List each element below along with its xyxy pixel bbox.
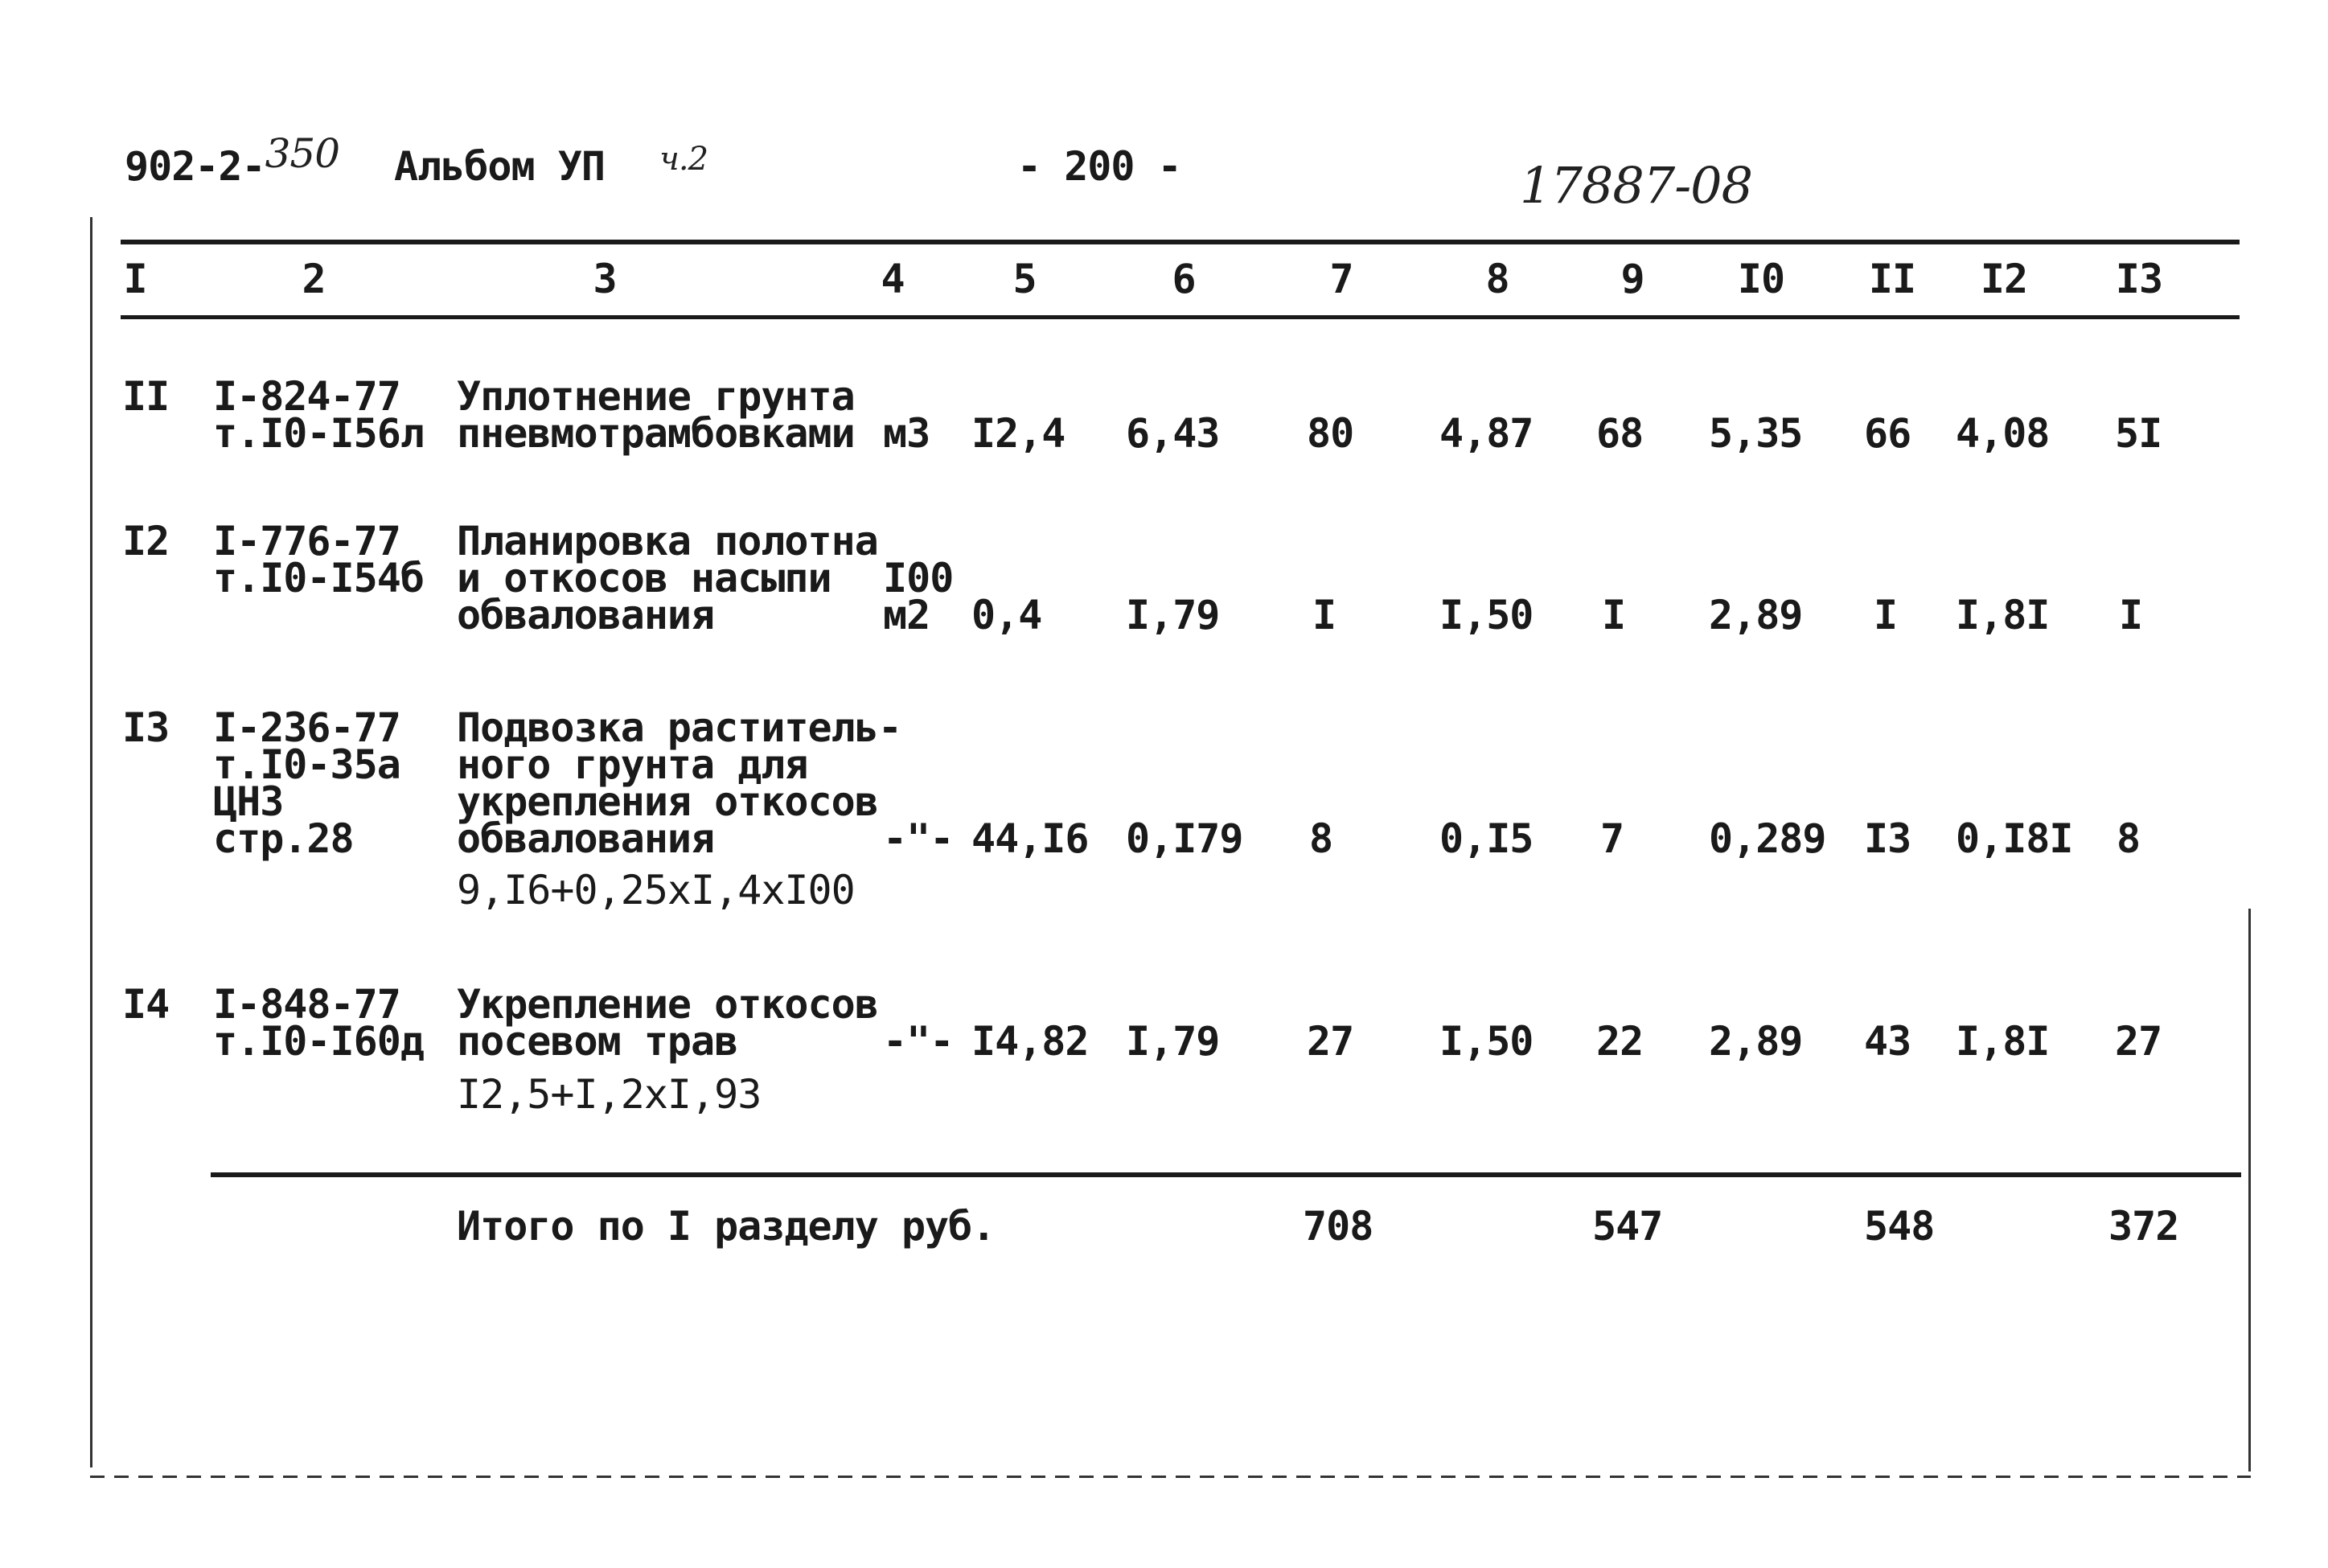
volume-formula: I2,5+I,2хI,93 <box>457 1071 762 1118</box>
total-col11: 548 <box>1864 1203 1935 1250</box>
norm-code: I-776-77 <box>213 518 400 564</box>
registration-number-handwritten: 17887-08 <box>1520 156 1753 215</box>
column-number-5: 5 <box>1012 256 1037 302</box>
total-col7: 708 <box>1303 1203 1373 1250</box>
cell-col12: I,8I <box>1956 592 2050 638</box>
bottom-frame-line <box>90 1476 2251 1478</box>
album-part-handwritten: ч.2 <box>659 141 708 178</box>
work-name: Подвозка раститель- <box>457 704 901 751</box>
cell-col5: I4,82 <box>971 1018 1089 1065</box>
norm-table: т.I0-I56л <box>213 410 424 457</box>
work-name: обвалования <box>457 815 715 862</box>
work-name: посевом трав <box>457 1018 738 1065</box>
norm-code: I-824-77 <box>213 373 400 420</box>
album-label: Альбом УП <box>394 143 605 190</box>
column-number-6: 6 <box>1172 256 1196 302</box>
doc-code-handwritten: 350 <box>265 130 340 177</box>
column-number-3: 3 <box>593 256 617 302</box>
row-number: I3 <box>122 704 170 751</box>
cell-col11: I <box>1874 592 1898 638</box>
work-name: Планировка полотна <box>457 518 878 564</box>
row-number: I4 <box>122 981 170 1028</box>
column-number-8: 8 <box>1485 256 1509 302</box>
cell-col10: 2,89 <box>1709 592 1803 638</box>
cell-col8: I,50 <box>1439 592 1534 638</box>
cell-col11: 66 <box>1864 410 1911 457</box>
cell-col13: 5I <box>2115 410 2162 457</box>
top-rule <box>121 240 2240 244</box>
cell-col6: I,79 <box>1126 592 1220 638</box>
column-number-1: I <box>123 256 147 302</box>
page-number: - 200 - <box>1017 143 1181 190</box>
unit: I00 <box>883 555 954 601</box>
norm-table: т.I0-I60д <box>213 1018 424 1065</box>
work-name: обвалования <box>457 592 715 638</box>
total-rule <box>211 1172 2241 1177</box>
work-name: ного грунта для <box>457 741 808 788</box>
column-number-2: 2 <box>302 256 326 302</box>
total-label: Итого по I разделу руб. <box>457 1203 996 1250</box>
cell-col5: 0,4 <box>971 592 1042 638</box>
cell-col6: 0,I79 <box>1126 815 1243 862</box>
cell-col6: 6,43 <box>1126 410 1220 457</box>
work-name: Укрепление откосов <box>457 981 878 1028</box>
cell-col13: 8 <box>2117 815 2141 862</box>
doc-code <box>125 130 340 190</box>
cell-col8: 0,I5 <box>1439 815 1534 862</box>
row-number: II <box>122 373 170 420</box>
column-number-11: II <box>1868 256 1916 302</box>
unit: м3 <box>883 410 930 457</box>
column-number-4: 4 <box>881 256 905 302</box>
header-bottom-rule <box>121 315 2240 319</box>
cell-col9: 7 <box>1600 815 1624 862</box>
cell-col6: I,79 <box>1126 1018 1220 1065</box>
unit-ditto: -"- <box>883 1018 954 1065</box>
cell-col9: 68 <box>1596 410 1644 457</box>
column-number-13: I3 <box>2115 256 2163 302</box>
cell-col12: 0,I8I <box>1956 815 2073 862</box>
norm-code: I-236-77 <box>213 704 400 751</box>
norm-page: стр.28 <box>213 815 354 862</box>
norm-table: т.I0-35а <box>213 741 400 788</box>
cell-col7: 8 <box>1309 815 1333 862</box>
cell-col9: I <box>1602 592 1626 638</box>
work-name: Уплотнение грунта <box>457 373 855 420</box>
cell-col7: I <box>1312 592 1336 638</box>
left-frame-line <box>90 217 92 1467</box>
cell-col8: I,50 <box>1439 1018 1534 1065</box>
cell-col10: 5,35 <box>1709 410 1803 457</box>
norm-code: I-848-77 <box>213 981 400 1028</box>
cell-col8: 4,87 <box>1439 410 1534 457</box>
cell-col10: 0,289 <box>1709 815 1826 862</box>
norm-source: ЦНЗ <box>213 778 284 825</box>
cell-col13: I <box>2119 592 2143 638</box>
column-number-12: I2 <box>1980 256 2028 302</box>
cell-col11: 43 <box>1864 1018 1911 1065</box>
cell-col13: 27 <box>2115 1018 2162 1065</box>
work-name: и откосов насыпи <box>457 555 831 601</box>
cell-col5: 44,I6 <box>971 815 1089 862</box>
cell-col9: 22 <box>1596 1018 1644 1065</box>
cell-col10: 2,89 <box>1709 1018 1803 1065</box>
cell-col12: 4,08 <box>1956 410 2050 457</box>
cell-col7: 80 <box>1307 410 1354 457</box>
column-number-10: I0 <box>1737 256 1785 302</box>
column-number-9: 9 <box>1620 256 1644 302</box>
cell-col12: I,8I <box>1956 1018 2050 1065</box>
total-col13: 372 <box>2108 1203 2179 1250</box>
row-number: I2 <box>122 518 170 564</box>
norm-table: т.I0-I54б <box>213 555 424 601</box>
unit-ditto: -"- <box>883 815 954 862</box>
cell-col5: I2,4 <box>971 410 1065 457</box>
work-name: пневмотрамбовками <box>457 410 855 457</box>
work-name: укрепления откосов <box>457 778 878 825</box>
column-number-7: 7 <box>1329 256 1353 302</box>
volume-formula: 9,I6+0,25хI,4хI00 <box>457 867 855 913</box>
doc-code-prefix: 902-2- <box>125 143 265 190</box>
cell-col7: 27 <box>1307 1018 1354 1065</box>
right-frame-line <box>2248 909 2251 1472</box>
cell-col11: I3 <box>1864 815 1911 862</box>
unit: м2 <box>883 592 930 638</box>
total-col9: 547 <box>1592 1203 1663 1250</box>
